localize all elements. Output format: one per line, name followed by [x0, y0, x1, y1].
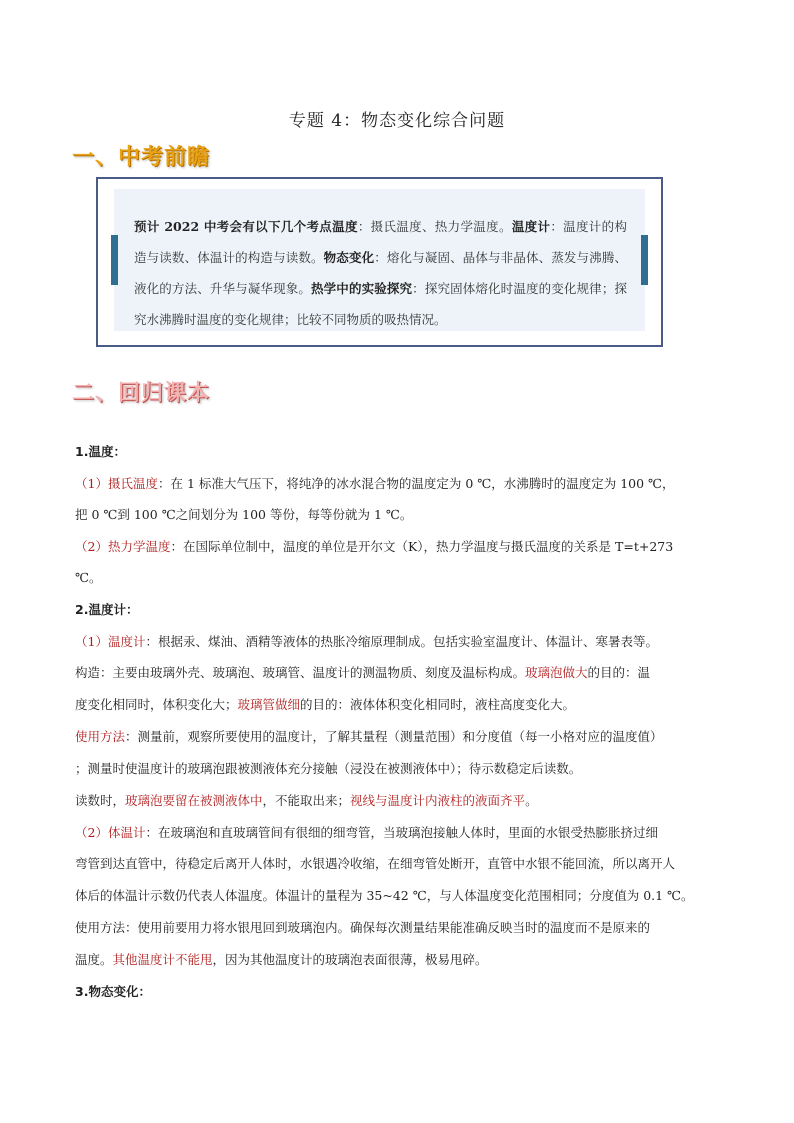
box-lead-bold: 预计 2022 中考会有以下几个考点温度 — [134, 219, 358, 234]
construction-text-2-end: 的目的：液体体积变化相同时，液柱高度变化大。 — [300, 697, 576, 712]
box-k4-rest: ：探究固体熔化时温度的变化规律；探究水沸腾时温度的变化规律；比较不同物质的吸热情况。 — [134, 281, 627, 327]
big-bulb-highlight: 玻璃泡做大 — [525, 665, 588, 680]
clinical-text-5a: 温度。 — [75, 952, 113, 967]
clinical-para-line3: 体后的体温计示数仍代表人体温度。体温计的量程为 35~42 ℃，与人体温度变化范围相同；分度值为 0.1 ℃。 — [75, 888, 694, 903]
box-k3-rest: ：熔化与凝固、晶体与非晶体、蒸发与沸腾、液化的方法、升华与凝华现象。 — [134, 250, 627, 296]
box-lead-rest: ：摄氏温度、热力学温度。 — [357, 219, 512, 234]
section-heading-textbook: 二、回归课本 — [72, 381, 211, 406]
clinical-para-line5 — [75, 950, 725, 968]
thermo-construction-line2 — [75, 695, 725, 713]
box-k2-rest: ：温度计的构造与读数、体温计的构造与读数。 — [134, 219, 627, 265]
thermo-reading-line — [75, 791, 725, 809]
temp-para2-line2: ℃。 — [75, 570, 102, 585]
kelvin-label: （2）热力学温度 — [75, 539, 171, 554]
reading-text-b: ，不能取出来； — [262, 793, 351, 808]
temp-para1-line2: 把 0 ℃到 100 ℃之间划分为 100 等份，每等份就为 1 ℃。 — [75, 507, 413, 522]
subsection-thermometer-title: 2.温度计： — [75, 602, 139, 617]
box-k2-bold: 温度计 — [511, 219, 551, 234]
usage-text-1: ：测量前，观察所要使用的温度计，了解其量程（测量范围）和分度值（每一小格对应的温度值） — [125, 729, 663, 744]
clinical-thermometer-label: （2）体温计 — [75, 825, 146, 840]
subsection-phase-change-title: 3.物态变化： — [75, 984, 151, 999]
exam-preview-text — [134, 211, 627, 335]
exam-preview-box-inner — [114, 189, 645, 331]
clinical-para-line2: 弯管到达直管中，待稳定后离开人体时，水银遇冷收缩，在细弯管处断开，直管中水银不能回流，所以离开人 — [75, 856, 676, 871]
box-k4-bold: 热学中的实验探究 — [311, 281, 413, 296]
section-heading-preview: 一、中考前瞻 — [72, 145, 211, 170]
construction-text-2: 度变化相同时，体积变化大； — [75, 697, 238, 712]
temp-para1-line1 — [75, 474, 725, 492]
box-right-accent-bar — [641, 235, 648, 285]
thermometer-label: （1）温度计 — [75, 634, 146, 649]
thermo-usage-line2: ；测量时使温度计的玻璃泡跟被测液体充分接触（浸没在被测液体中）；待示数稳定后读数。 — [75, 761, 582, 776]
no-shake-highlight: 其他温度计不能甩 — [112, 952, 213, 967]
clinical-para-line1 — [75, 823, 725, 841]
clinical-text-5b: ，因为其他温度计的玻璃泡表面很薄，极易甩碎。 — [212, 952, 488, 967]
reading-text-a: 读数时， — [75, 793, 126, 808]
construction-text-end: 的目的：温 — [587, 665, 651, 680]
thin-tube-highlight: 玻璃管做细 — [237, 697, 301, 712]
exam-preview-box — [96, 177, 663, 347]
reading-text-c: 。 — [525, 793, 538, 808]
thermo-para1 — [75, 632, 725, 650]
thermo-construction-line1 — [75, 663, 725, 681]
box-k3-bold: 物态变化 — [323, 250, 375, 265]
temp-para2-line1 — [75, 537, 725, 555]
usage-label: 使用方法 — [75, 729, 126, 744]
temp-para2-text-a: ：在国际单位制中，温度的单位是开尔文（K），热力学温度与摄氏温度的关系是 T=t+273 — [170, 539, 674, 554]
subsection-temperature-title: 1.温度： — [75, 444, 126, 459]
construction-text: 构造：主要由玻璃外壳、玻璃泡、玻璃管、温度计的测温物质、刻度及温标构成。 — [75, 665, 526, 680]
clinical-para-line4: 使用方法：使用前要用力将水银甩回到玻璃泡内。确保每次测量结果能准确反映当时的温度而不是原来的 — [75, 920, 651, 935]
celsius-label: （1）摄氏温度 — [75, 476, 158, 491]
sightline-highlight: 视线与温度计内液柱的液面齐平 — [350, 793, 526, 808]
thermo-usage-line1 — [75, 727, 725, 745]
box-left-accent-bar — [111, 235, 118, 285]
bulb-stay-highlight: 玻璃泡要留在被测液体中 — [125, 793, 263, 808]
page-title: 专题 4：物态变化综合问题 — [288, 111, 506, 131]
thermo-para1-text: ：根据汞、煤油、酒精等液体的热胀冷缩原理制成。包括实验室温度计、体温计、寒暑表等。 — [145, 634, 658, 649]
temp-para1-text-a: ：在 1 标准大气压下，将纯净的冰水混合物的温度定为 0 ℃，水沸腾时的温度定为 100 ℃， — [157, 476, 675, 491]
clinical-text-1: ：在玻璃泡和直玻璃管间有很细的细弯管，当玻璃泡接触人体时，里面的水银受热膨胀挤过细 — [145, 825, 658, 840]
